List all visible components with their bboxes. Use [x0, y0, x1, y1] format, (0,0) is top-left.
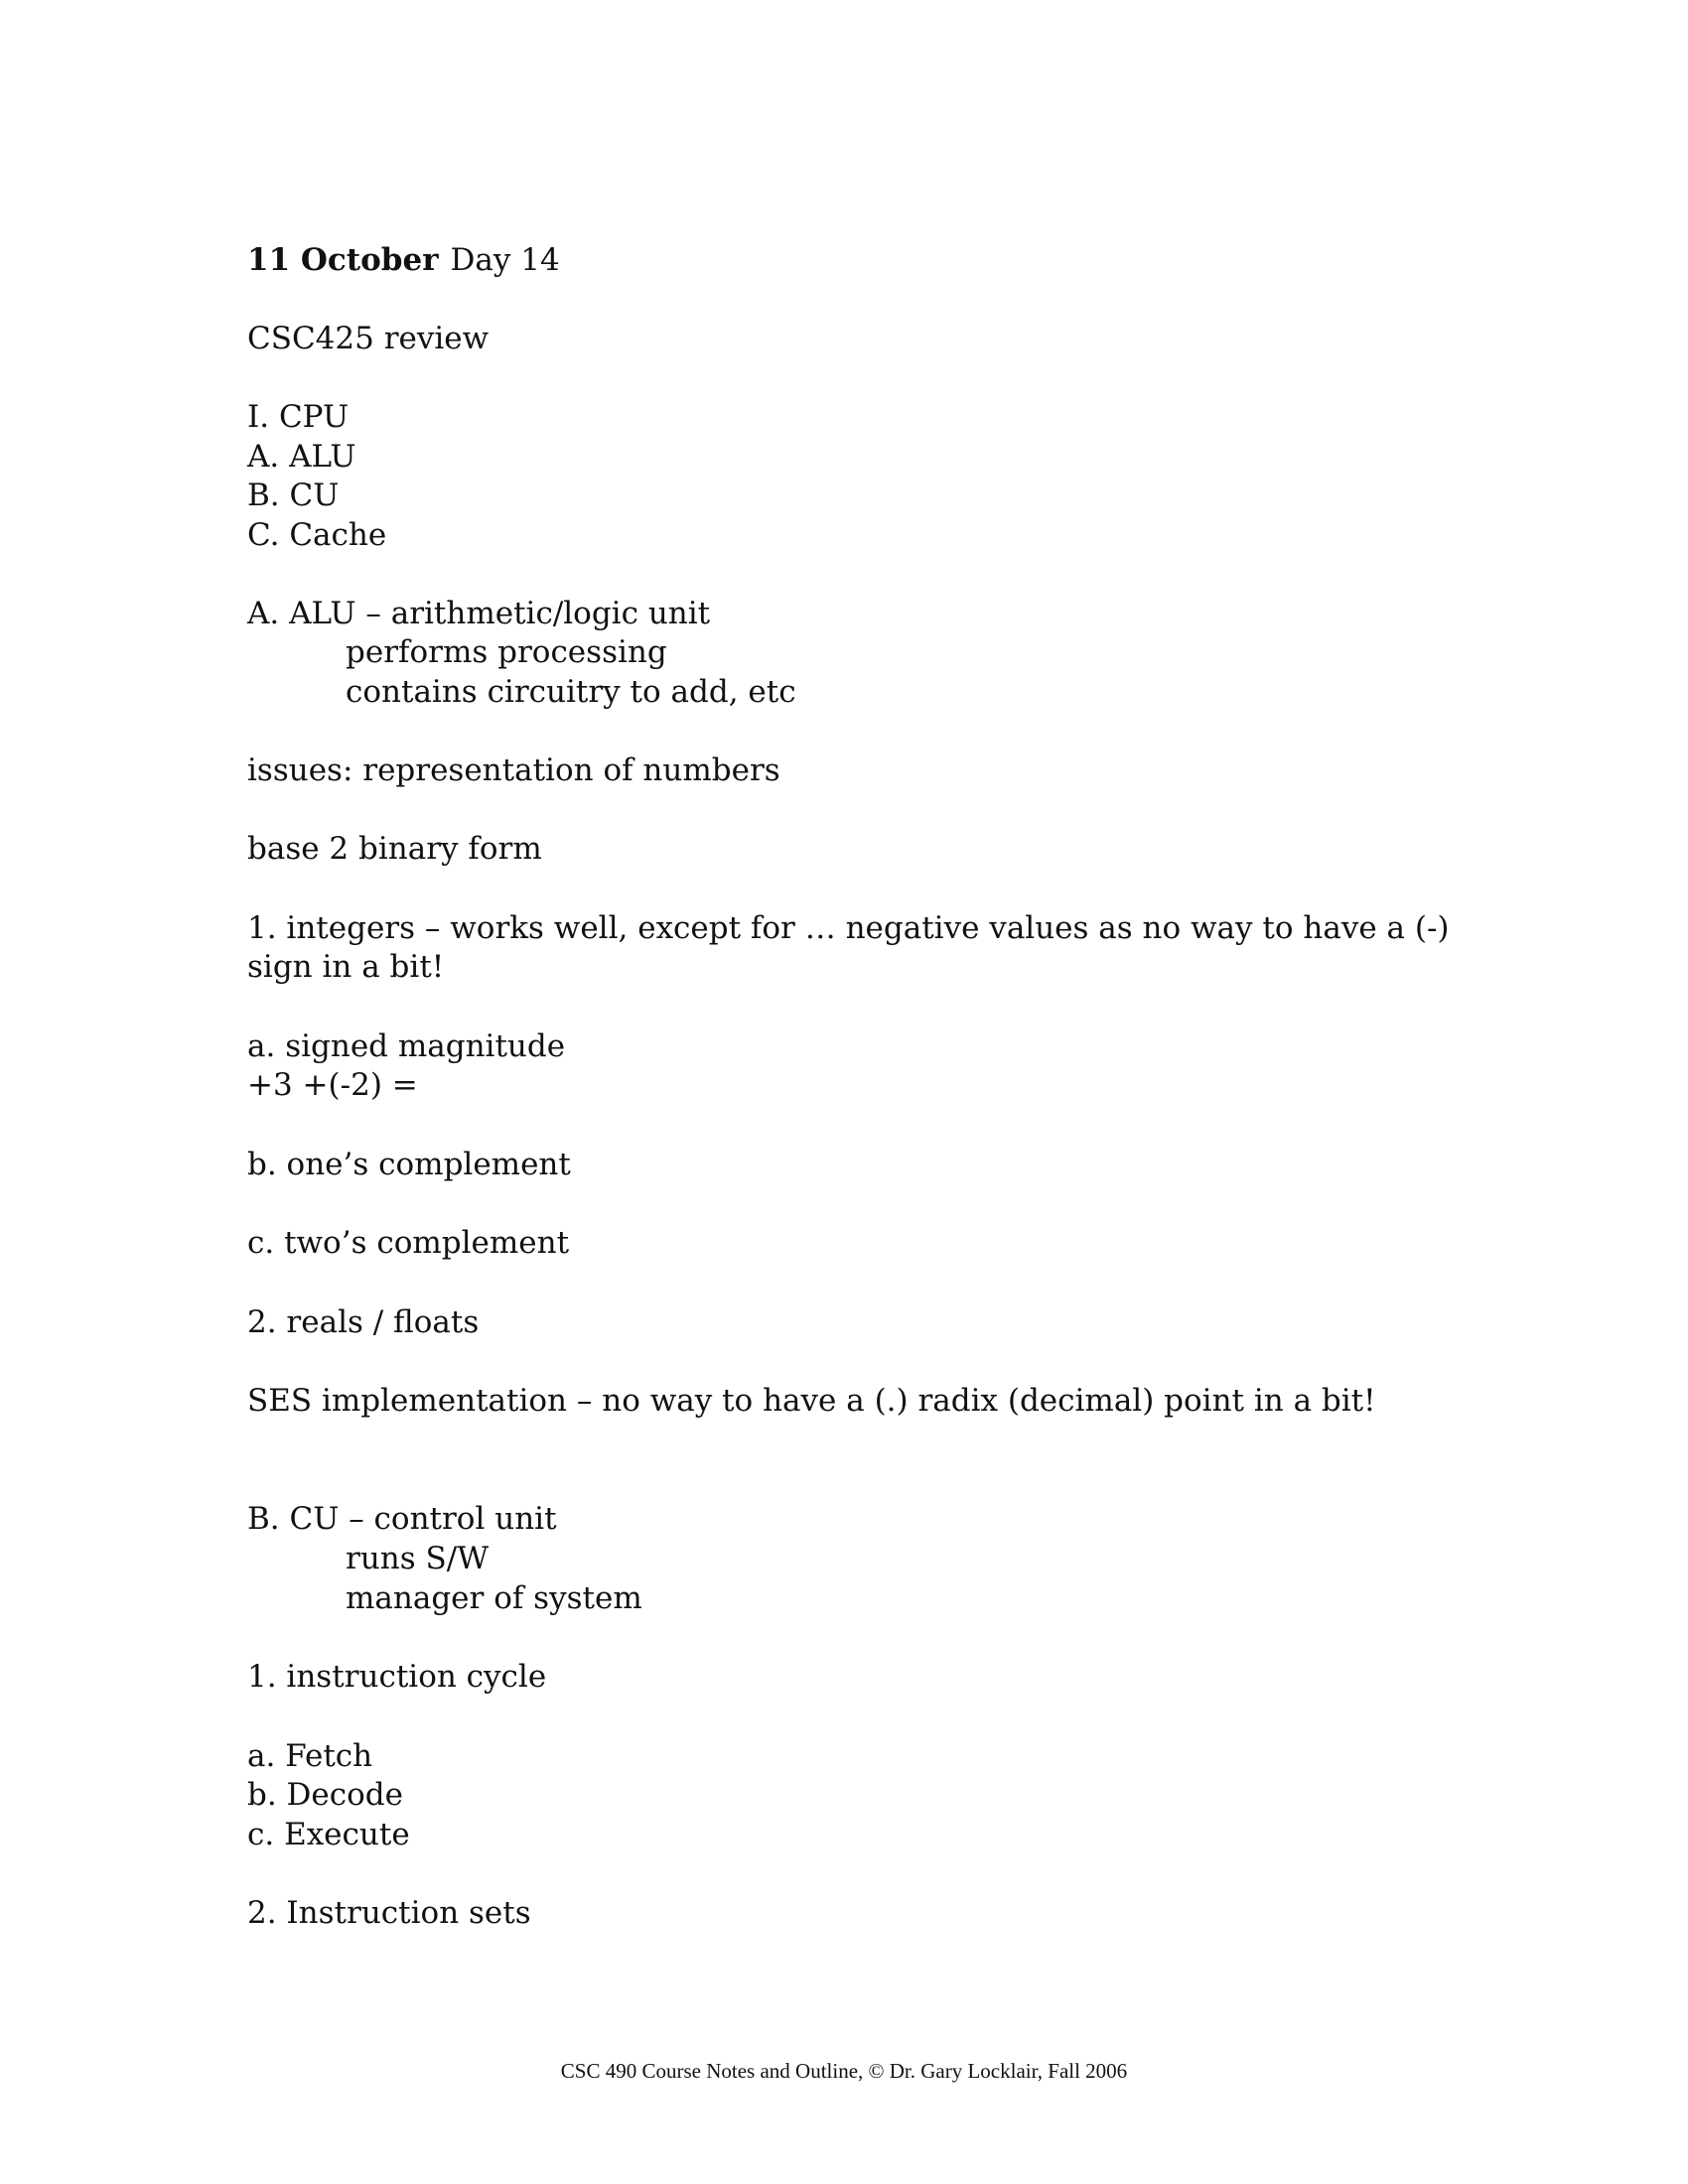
- text-line: 2. reals / floats: [247, 1304, 480, 1340]
- indented-line: performs processing: [346, 634, 667, 670]
- text-line: b. one’s complement: [247, 1147, 571, 1182]
- text-line: base 2 binary form: [247, 831, 542, 867]
- list-item: b. Decode: [247, 1777, 403, 1813]
- outline-item: I. CPU: [247, 399, 350, 435]
- text-line: 1. integers – works well, except for … negative values as no way to have a (-): [247, 910, 1450, 946]
- text-line: SES implementation – no way to have a (.) radix (decimal) point in a bit!: [247, 1383, 1376, 1419]
- outline-item: A. ALU: [247, 439, 356, 475]
- indented-line: runs S/W: [346, 1541, 490, 1576]
- list-item: a. Fetch: [247, 1738, 373, 1774]
- indented-line: contains circuitry to add, etc: [346, 674, 796, 710]
- indented-line: manager of system: [346, 1580, 642, 1616]
- heading-day: Day 14: [450, 242, 560, 278]
- outline-item: B. CU: [247, 478, 340, 513]
- page-heading: [247, 240, 560, 280]
- page-footer: CSC 490 Course Notes and Outline, © Dr. Gary Locklair, Fall 2006: [560, 2059, 1128, 2083]
- outline-item: C. Cache: [247, 517, 387, 553]
- text-line: CSC425 review: [247, 321, 490, 356]
- text-line: 1. instruction cycle: [247, 1659, 547, 1695]
- text-line: sign in a bit!: [247, 949, 445, 985]
- list-item: c. Execute: [247, 1817, 410, 1852]
- text-line: 2. Instruction sets: [247, 1895, 531, 1931]
- section-heading: B. CU – control unit: [247, 1501, 557, 1537]
- section-heading: A. ALU – arithmetic/logic unit: [247, 596, 711, 631]
- heading-date: 11 October: [247, 242, 439, 278]
- text-line: a. signed magnitude: [247, 1028, 566, 1064]
- text-line: c. two’s complement: [247, 1225, 570, 1261]
- text-line: issues: representation of numbers: [247, 752, 780, 788]
- text-line: +3 +(-2) =: [247, 1067, 418, 1103]
